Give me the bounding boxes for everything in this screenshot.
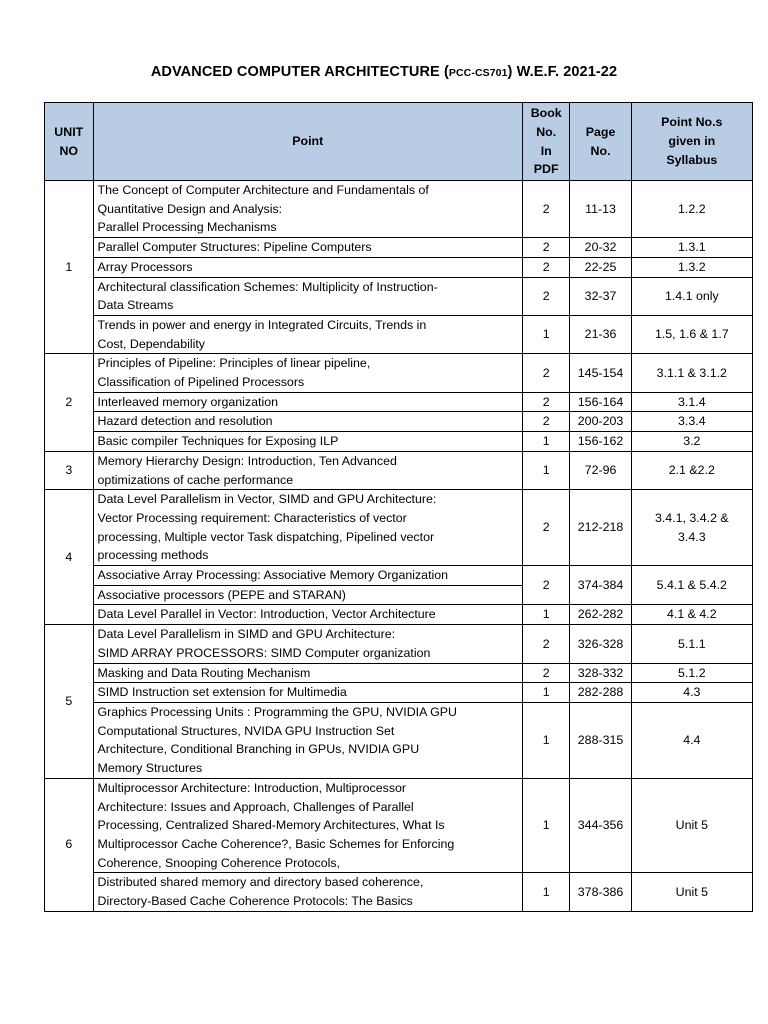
book-number-cell: 2: [522, 238, 569, 258]
point-cell: [93, 181, 522, 238]
syllabus-points-cell: [631, 683, 752, 703]
point-cell: [93, 412, 522, 432]
table-row: [45, 625, 753, 663]
table-row: [45, 181, 753, 238]
page-range-cell: 22-25: [570, 257, 631, 277]
point-line: Data Level Parallelism in Vector, SIMD and GPU Architecture:: [97, 492, 437, 507]
syllabus-line: 3.4.3: [678, 529, 706, 544]
point-cell: [93, 873, 522, 911]
point-cell: [93, 238, 522, 258]
syllabus-line: 1.3.1: [678, 240, 706, 255]
table-row: [45, 315, 753, 353]
syllabus-line: Unit 5: [675, 884, 708, 899]
syllabus-points-cell: [631, 663, 752, 683]
syllabus-table: [44, 102, 753, 912]
page-range-cell: 20-32: [570, 238, 631, 258]
book-number-cell: 2: [522, 663, 569, 683]
page-range-cell: 378-386: [570, 873, 631, 911]
point-line: Quantitative Design and Analysis:: [97, 201, 283, 216]
point-line: Memory Structures: [97, 761, 203, 776]
table-row: [45, 451, 753, 489]
syllabus-points-cell: [631, 257, 752, 277]
syllabus-points-cell: [631, 277, 752, 315]
book-number-cell: 2: [522, 412, 569, 432]
unit-number-cell: 5: [45, 625, 94, 779]
point-line: Classification of Pipelined Processors: [97, 375, 305, 390]
point-cell: [93, 663, 522, 683]
syllabus-points-cell: [631, 490, 752, 566]
page-range-cell: 200-203: [570, 412, 631, 432]
point-cell: [93, 566, 522, 586]
book-number-cell: 1: [522, 683, 569, 703]
syllabus-points-cell: [631, 778, 752, 873]
point-line: Architecture: Issues and Approach, Challenges of Parallel: [97, 799, 414, 814]
header-syllabus-points: [631, 103, 752, 181]
header-page-no: [570, 103, 631, 181]
point-line: Parallel Processing Mechanisms: [97, 220, 277, 235]
table-row: [45, 392, 753, 412]
table-row: [45, 277, 753, 315]
point-line: Computational Structures, NVIDA GPU Instruction Set: [97, 723, 395, 738]
book-number-cell: 1: [522, 702, 569, 778]
table-row: [45, 663, 753, 683]
header-unit-line: NO: [59, 143, 79, 158]
document-title: [0, 64, 768, 80]
header-book-no: [522, 103, 569, 181]
point-line: Graphics Processing Units : Programming the GPU, NVIDIA GPU: [97, 704, 457, 719]
point-line: Parallel Computer Structures: Pipeline Computers: [97, 240, 372, 255]
point-cell: [93, 315, 522, 353]
book-number-cell: 2: [522, 257, 569, 277]
point-line: Directory-Based Cache Coherence Protocols: The Basics: [97, 894, 413, 909]
table-row: [45, 605, 753, 625]
book-number-cell: 2: [522, 277, 569, 315]
syllabus-points-cell: [631, 181, 752, 238]
point-cell: [93, 625, 522, 663]
book-number-cell: 2: [522, 392, 569, 412]
point-cell: [93, 432, 522, 452]
table-row: [45, 238, 753, 258]
page-range-cell: 145-154: [570, 354, 631, 392]
page-range-cell: 156-164: [570, 392, 631, 412]
point-line: Masking and Data Routing Mechanism: [97, 665, 311, 680]
point-cell: [93, 277, 522, 315]
point-line: The Concept of Computer Architecture and Fundamentals of: [97, 183, 429, 197]
point-line: Architecture, Conditional Branching in GPUs, NVIDIA GPU: [97, 742, 420, 757]
point-line: SIMD Instruction set extension for Multimedia: [97, 685, 347, 700]
page-range-cell: 262-282: [570, 605, 631, 625]
point-line: Architectural classification Schemes: Multiplicity of Instruction-: [97, 279, 438, 294]
header-book-line: No.: [536, 124, 557, 139]
syllabus-line: 3.4.1, 3.4.2 &: [654, 510, 729, 525]
syllabus-points-cell: [631, 605, 752, 625]
point-cell: [93, 490, 522, 566]
point-cell: [93, 702, 522, 778]
unit-number-cell: 1: [45, 181, 94, 354]
point-cell: [93, 257, 522, 277]
syllabus-points-cell: [631, 354, 752, 392]
syllabus-points-cell: [631, 702, 752, 778]
book-number-cell: 2: [522, 181, 569, 238]
syllabus-line: 5.1.1: [678, 636, 706, 651]
table-row: [45, 412, 753, 432]
point-cell: [93, 585, 522, 605]
table-row: [45, 257, 753, 277]
point-line: Hazard detection and resolution: [97, 414, 273, 429]
book-number-cell: 1: [522, 432, 569, 452]
header-book-line: Book: [530, 106, 562, 121]
header-page-line: Page: [585, 124, 616, 139]
header-page-line: No.: [590, 143, 611, 158]
point-line: Principles of Pipeline: Principles of linear pipeline,: [97, 356, 371, 371]
point-line: Associative processors (PEPE and STARAN): [97, 587, 346, 602]
header-book-line: PDF: [533, 162, 559, 177]
book-number-cell: 2: [522, 566, 569, 605]
header-point: Point: [93, 103, 522, 181]
book-number-cell: 2: [522, 354, 569, 392]
book-number-cell: 2: [522, 490, 569, 566]
table-body: [45, 181, 753, 912]
point-cell: [93, 778, 522, 873]
course-code: PCC-CS701: [448, 67, 508, 79]
syllabus-points-cell: [631, 873, 752, 911]
page-range-cell: 32-37: [570, 277, 631, 315]
syllabus-line: 3.1.4: [678, 394, 706, 409]
unit-number-cell: 4: [45, 490, 94, 625]
syllabus-points-cell: [631, 238, 752, 258]
header-row: [45, 103, 753, 181]
point-line: Trends in power and energy in Integrated Circuits, Trends in: [97, 317, 427, 332]
page-range-cell: 72-96: [570, 451, 631, 489]
book-number-cell: 1: [522, 451, 569, 489]
point-cell: [93, 605, 522, 625]
title-rest: ) W.E.F. 2021-22: [507, 64, 618, 80]
header-syllabus-line: Point No.s: [661, 115, 723, 130]
point-line: Coherence, Snooping Coherence Protocols,: [97, 855, 340, 870]
book-number-cell: 1: [522, 778, 569, 873]
syllabus-line: Unit 5: [675, 818, 708, 833]
book-number-cell: 1: [522, 315, 569, 353]
point-line: Basic compiler Techniques for Exposing ILP: [97, 434, 339, 449]
syllabus-line: 1.3.2: [678, 259, 706, 274]
point-line: Cost, Dependability: [97, 336, 205, 351]
page-range-cell: 11-13: [570, 181, 631, 238]
point-line: Interleaved memory organization: [97, 394, 278, 409]
syllabus-line: 4.1 & 4.2: [667, 607, 717, 622]
page-range-cell: 212-218: [570, 490, 631, 566]
header-syllabus-line: given in: [668, 134, 716, 149]
syllabus-line: 2.1 &2.2: [668, 463, 715, 478]
syllabus-line: 1.5, 1.6 & 1.7: [654, 327, 729, 342]
page-range-cell: 288-315: [570, 702, 631, 778]
book-number-cell: 1: [522, 873, 569, 911]
header-book-line: In: [540, 143, 552, 158]
unit-number-cell: 2: [45, 354, 94, 452]
point-line: Multiprocessor Architecture: Introduction, Multiprocessor: [97, 780, 407, 795]
page-range-cell: 374-384: [570, 566, 631, 605]
point-cell: [93, 683, 522, 703]
point-line: processing methods: [97, 548, 209, 563]
syllabus-points-cell: [631, 625, 752, 663]
syllabus-line: 4.3: [683, 685, 701, 700]
book-number-cell: 2: [522, 625, 569, 663]
point-line: Multiprocessor Cache Coherence?, Basic Schemes for Enforcing: [97, 836, 455, 851]
syllabus-points-cell: [631, 451, 752, 489]
page-range-cell: 282-288: [570, 683, 631, 703]
point-cell: [93, 392, 522, 412]
point-line: Data Level Parallel in Vector: Introduction, Vector Architecture: [97, 607, 436, 622]
point-line: optimizations of cache performance: [97, 472, 294, 487]
table-row: [45, 873, 753, 911]
point-line: SIMD ARRAY PROCESSORS: SIMD Computer organization: [97, 645, 431, 660]
syllabus-line: 5.4.1 & 5.4.2: [656, 577, 727, 592]
table-row: [45, 432, 753, 452]
point-cell: [93, 354, 522, 392]
page-range-cell: 326-328: [570, 625, 631, 663]
point-line: Distributed shared memory and directory based coherence,: [97, 875, 424, 890]
point-line: Associative Array Processing: Associative Memory Organization: [97, 568, 449, 583]
table-row: [45, 566, 753, 586]
header-unit-no: [45, 103, 94, 181]
page-range-cell: 156-162: [570, 432, 631, 452]
page-range-cell: 21-36: [570, 315, 631, 353]
header-syllabus-line: Syllabus: [666, 152, 718, 167]
point-line: Data Streams: [97, 298, 174, 313]
syllabus-points-cell: [631, 392, 752, 412]
point-line: Data Level Parallelism in SIMD and GPU Architecture:: [97, 627, 396, 642]
table-row: [45, 490, 753, 566]
point-line: Vector Processing requirement: Characteristics of vector: [97, 510, 407, 525]
syllabus-line: 3.2: [683, 434, 701, 449]
page-range-cell: 344-356: [570, 778, 631, 873]
table-row: [45, 354, 753, 392]
syllabus-line: 1.2.2: [678, 201, 706, 216]
syllabus-points-cell: [631, 566, 752, 605]
syllabus-line: 1.4.1 only: [664, 288, 719, 303]
syllabus-points-cell: [631, 315, 752, 353]
syllabus-line: 5.1.2: [678, 665, 706, 680]
point-line: Array Processors: [97, 259, 193, 274]
point-line: processing, Multiple vector Task dispatching, Pipelined vector: [97, 529, 435, 544]
table-row: [45, 702, 753, 778]
point-line: Processing, Centralized Shared-Memory Architectures, What Is: [97, 818, 445, 833]
unit-number-cell: 6: [45, 778, 94, 911]
syllabus-line: 3.3.4: [678, 414, 706, 429]
header-unit-line: UNIT: [54, 124, 84, 139]
syllabus-points-cell: [631, 412, 752, 432]
book-number-cell: 1: [522, 605, 569, 625]
syllabus-points-cell: [631, 432, 752, 452]
syllabus-line: 4.4: [683, 733, 701, 748]
title-main: ADVANCED COMPUTER ARCHITECTURE (: [150, 64, 449, 80]
point-cell: [93, 451, 522, 489]
point-line: Memory Hierarchy Design: Introduction, Ten Advanced: [97, 453, 397, 468]
table-row: [45, 683, 753, 703]
table-row: [45, 778, 753, 873]
page-range-cell: 328-332: [570, 663, 631, 683]
unit-number-cell: 3: [45, 451, 94, 489]
syllabus-line: 3.1.1 & 3.1.2: [656, 365, 727, 380]
